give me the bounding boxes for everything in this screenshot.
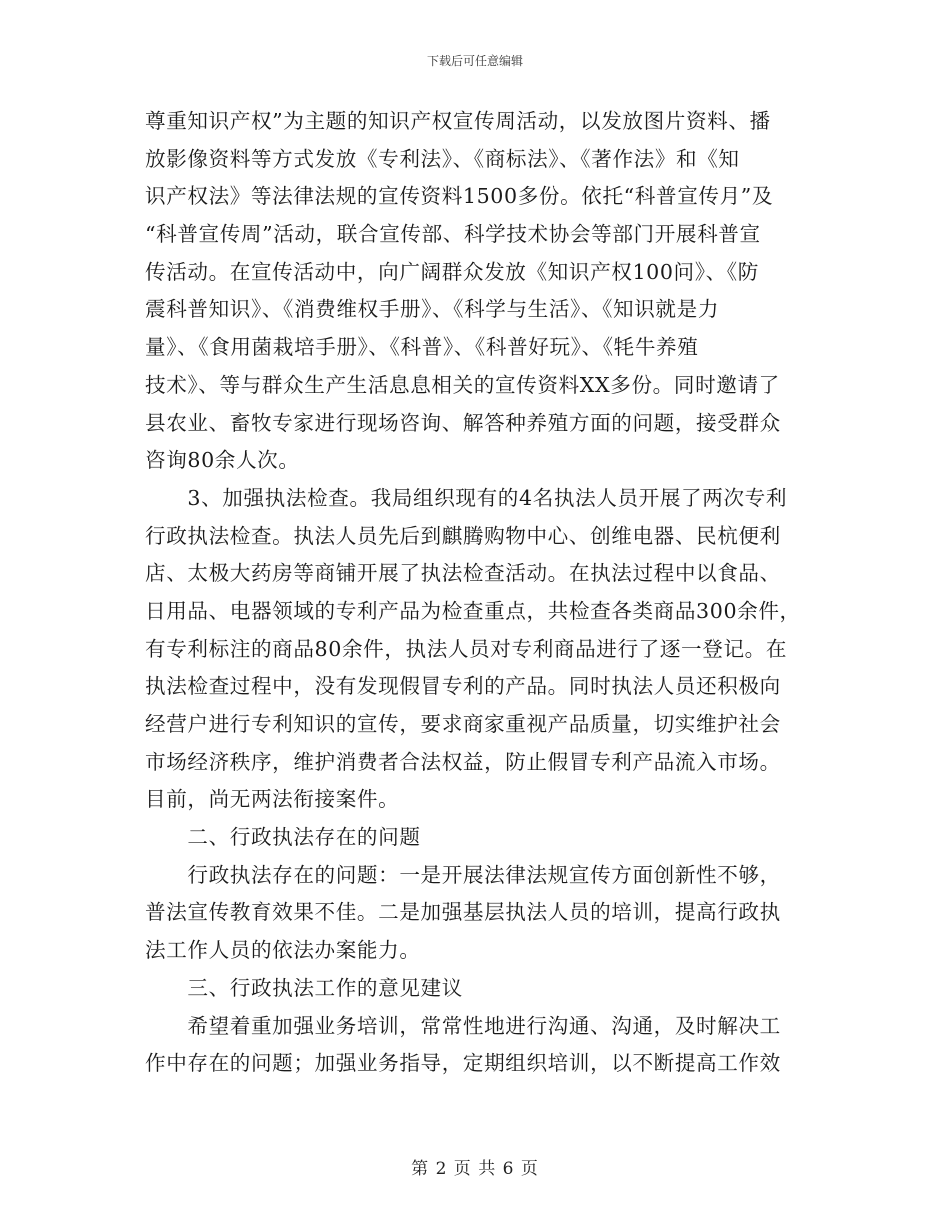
text-line: 经营户进行专利知识的宣传，要求商家重视产品质量，切实维护社会 — [145, 712, 781, 736]
text-line: 传活动。在宣传活动中，向广阔群众发放《知识产权100问》、《防 — [145, 259, 759, 284]
section-heading: 二、行政执法存在的问题 — [145, 825, 421, 850]
text-line: 市场经济秩序，维护消费者合法权益，防止假冒专利产品流入市场。 — [145, 749, 781, 774]
text-line: 普法宣传教育效果不佳。二是加强基层执法人员的培训，提高行政执 — [145, 900, 781, 925]
text-line: 识产权法》等法律法规的宣传资料1500多份。依托“科普宣传月”及 — [145, 184, 774, 209]
text-line: 日用品、电器领域的专利产品为检查重点，共检查各类商品300余件， — [145, 598, 801, 623]
text-line: 3、加强执法检查。我局组织现有的4名执法人员开展了两次专利 — [145, 485, 788, 510]
text-line: 行政执法检查。执法人员先后到麒腾购物中心、创维电器、民杭便利 — [145, 523, 781, 548]
text-line: 量》、《食用菌栽培手册》、《科普》、《科普好玩》、《牦牛养殖 — [145, 335, 699, 360]
text-line: 县农业、畜牧专家进行现场咨询、解答种养殖方面的问题，接受群众 — [145, 410, 781, 435]
text-line: 执法检查过程中，没有发现假冒专利的产品。同时执法人员还积极向 — [145, 674, 781, 699]
text-line: 咨询80余人次。 — [145, 448, 300, 473]
text-line: 放影像资料等方式发放《专利法》、《商标法》、《著作法》和《知 — [145, 146, 740, 171]
text-line: 作中存在的问题；加强业务指导，定期组织培训，以不断提高工作效 — [145, 1051, 781, 1076]
text-line: 行政执法存在的问题：一是开展法律法规宣传方面创新性不够， — [145, 862, 781, 887]
page-number-footer: 第 2 页 共 6 页 — [411, 1159, 539, 1179]
page-header: 下载后可任意编辑 — [426, 54, 523, 68]
text-line: 有专利标注的商品80余件，执法人员对专利商品进行了逐一登记。在 — [145, 636, 788, 661]
text-line: 法工作人员的依法办案能力。 — [145, 938, 421, 963]
document-body — [145, 103, 810, 1083]
text-line: 目前，尚无两法衔接案件。 — [145, 787, 400, 812]
text-line: “科普宣传周”活动，联合宣传部、科学技术协会等部门开展科普宣 — [145, 222, 761, 247]
section-heading: 三、行政执法工作的意见建议 — [145, 975, 463, 1000]
text-line: 技术》、等与群众生产生活息息相关的宣传资料XX多份。同时邀请了 — [145, 372, 780, 397]
text-line: 尊重知识产权”为主题的知识产权宣传周活动，以发放图片资料、播 — [145, 109, 771, 133]
text-line: 震科普知识》、《消费维权手册》、《科学与生活》、《知识就是力 — [145, 297, 720, 322]
text-line: 店、太极大药房等商铺开展了执法检查活动。在执法过程中以食品、 — [145, 561, 781, 586]
text-line: 希望着重加强业务培训，常常性地进行沟通、沟通，及时解决工 — [145, 1013, 781, 1038]
